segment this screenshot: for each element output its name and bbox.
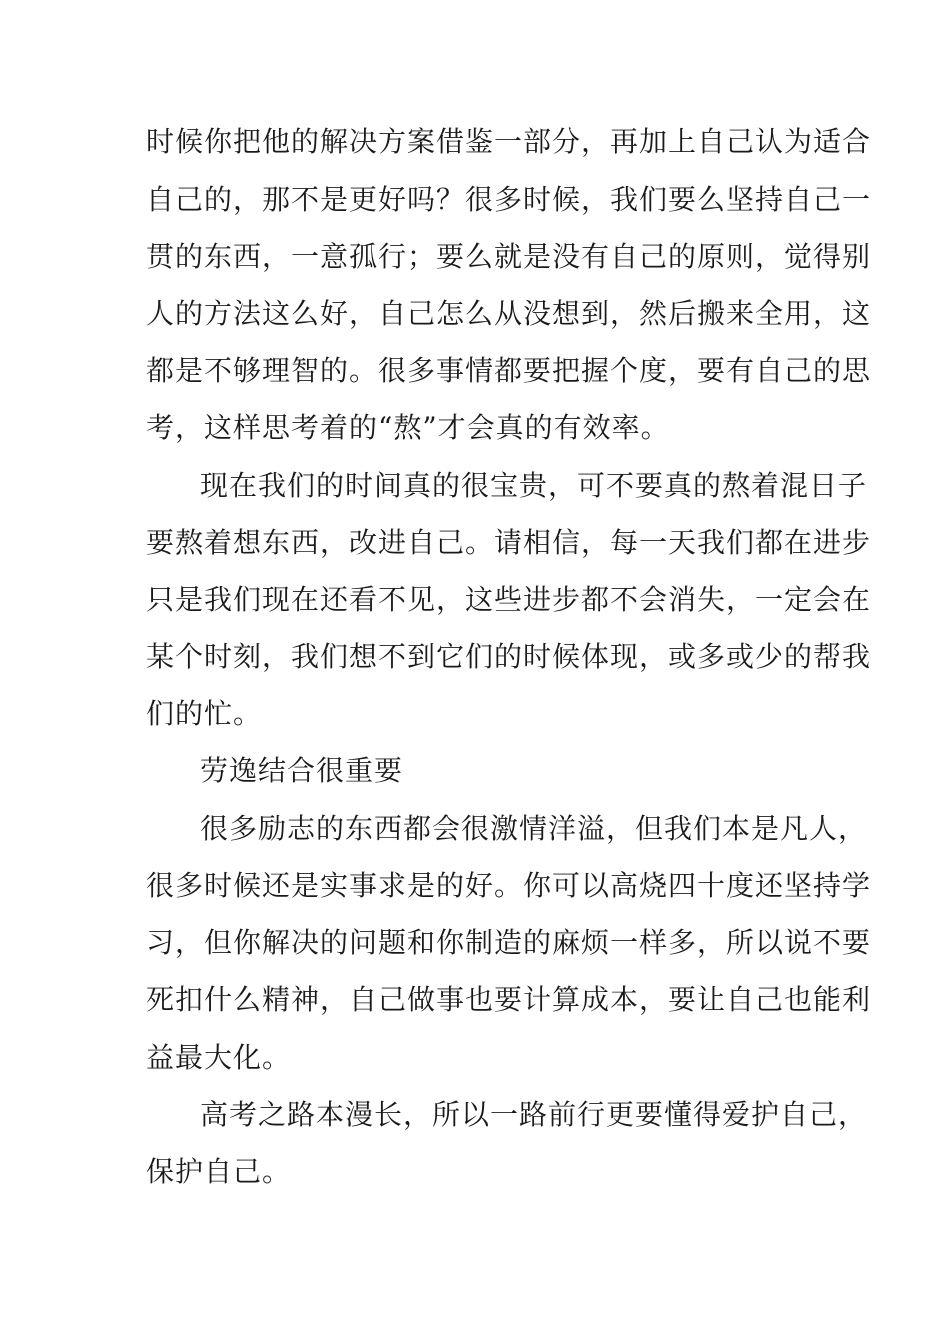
text-line: 某个时刻，我们想不到它们的时候体现，或多或少的帮我 — [146, 640, 872, 673]
text-line: 很多时候还是实事求是的好。你可以高烧四十度还坚持学 — [146, 869, 872, 902]
section-heading: 劳逸结合很重要 — [200, 754, 404, 787]
text-line: 只是我们现在还看不见，这些进步都不会消失，一定会在 — [146, 583, 872, 616]
text-line: 人的方法这么好，自己怎么从没想到，然后搬来全用，这 — [146, 297, 872, 330]
paragraph-start-line: 现在我们的时间真的很宝贵，可不要真的熬着混日子 — [200, 469, 868, 502]
paragraph-start-line: 高考之路本漫长，所以一路前行更要懂得爱护自己， — [200, 1098, 868, 1131]
text-line: 要熬着想东西，改进自己。请相信，每一天我们都在进步 — [146, 526, 872, 559]
text-line: 考，这样思考着的“熬”才会真的有效率。 — [146, 411, 670, 444]
text-line: 益最大化。 — [146, 1041, 292, 1074]
text-line: 时候你把他的解决方案借鉴一部分，再加上自己认为适合 — [146, 125, 872, 158]
text-line: 保护自己。 — [146, 1155, 292, 1188]
text-line: 自己的，那不是更好吗？很多时候，我们要么坚持自己一 — [146, 183, 872, 216]
text-line: 贯的东西，一意孤行；要么就是没有自己的原则，觉得别 — [146, 240, 872, 273]
text-line: 都是不够理智的。很多事情都要把握个度，要有自己的思 — [146, 354, 872, 387]
text-line: 习，但你解决的问题和你制造的麻烦一样多，所以说不要 — [146, 926, 872, 959]
text-line: 们的忙。 — [146, 697, 263, 730]
paragraph-start-line: 很多励志的东西都会很激情洋溢，但我们本是凡人， — [200, 812, 868, 845]
text-line: 死扣什么精神，自己做事也要计算成本，要让自己也能利 — [146, 983, 872, 1016]
